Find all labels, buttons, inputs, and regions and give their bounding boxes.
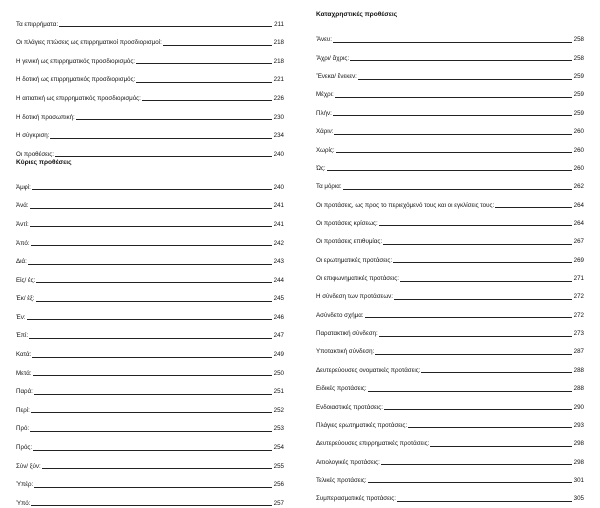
toc-leader-line [33,450,272,451]
toc-entry [16,122,284,141]
toc-entry [16,415,284,434]
section-heading-improper-prepositions: Καταχρηστικές προθέσεις [316,11,398,18]
toc-entry-label: Οι προτάσεις, ως προς το περιεχόμενό τους και οι εγκλίσεις τους: [316,201,495,209]
toc-leader-line [384,409,572,410]
toc-page-number: 253 [273,425,284,433]
toc-entry-label: Πλήν: [316,109,332,117]
toc-leader-line [42,468,272,469]
toc-leader-line [36,301,272,302]
toc-entry [16,192,284,211]
toc-page-number: 254 [273,444,284,452]
toc-entry-label: Διά: [16,258,27,266]
toc-leader-line [365,317,572,318]
toc-entry [316,430,584,448]
toc-leader-line [30,208,272,209]
toc-entry-label: Δευτερεύουσες ονοματικές προτάσεις: [316,366,421,374]
toc-entry-label: Ειδικές προτάσεις: [316,385,367,393]
toc-entry [16,66,284,85]
toc-right-column [316,11,584,503]
toc-entry [16,285,284,304]
toc-entry [16,103,284,122]
toc-leader-line [50,138,271,139]
toc-entry-label: Πρό: [16,425,30,433]
toc-entry-label: Υποτακτική σύνδεση: [316,348,375,356]
toc-leader-line [28,264,272,265]
toc-leader-line [379,336,572,337]
toc-page-number: 272 [573,311,584,319]
toc-entry [316,467,584,485]
toc-entry-label: Οι πλάγιες πτώσεις ως επιρρηματικοί προσδιορισμοί: [16,39,162,47]
toc-entry-label: Εἰς/ ἐς: [16,276,36,284]
toc-entry [16,322,284,341]
toc-page-number: 249 [273,351,284,359]
toc-entry [316,375,584,393]
toc-page-number: 259 [573,73,584,81]
toc-entry [316,412,584,430]
toc-page-number: 258 [573,36,584,44]
toc-page-number: 241 [273,202,284,210]
toc-entry-label: Αιτιολογικές προτάσεις: [316,458,380,466]
toc-page-number: 264 [573,219,584,227]
toc-leader-line [31,505,271,506]
toc-page-number: 230 [273,113,284,121]
toc-page-number: 259 [573,91,584,99]
toc-entry-label: Μετά: [16,369,32,377]
toc-page-number: 226 [273,94,284,102]
toc-entry [316,485,584,503]
toc-page-number: 242 [273,239,284,247]
toc-entry-label: Ἄνευ: [316,36,332,44]
toc-page-number: 241 [273,220,284,228]
toc-entry [316,191,584,209]
toc-page-number: 250 [273,369,284,377]
toc-entry [16,47,284,66]
toc-entry-label: Ενδοιαστικές προτάσεις: [316,403,383,411]
toc-leader-line [327,170,572,171]
toc-entry [316,393,584,411]
toc-leader-line [397,501,572,502]
toc-page-number: 247 [273,332,284,340]
toc-entry-label: Μέχρι: [316,91,334,99]
toc-leader-line [163,45,272,46]
toc-page-number: 251 [273,388,284,396]
toc-entry-label: Κατά: [16,351,32,359]
toc-entry [316,99,584,117]
toc-leader-line [400,281,572,282]
toc-entry [16,29,284,48]
toc-leader-line [375,354,571,355]
toc-leader-line [336,152,572,153]
toc-page-number: 269 [573,256,584,264]
toc-entry-label: Ἀνά: [16,202,29,210]
toc-entry-label: Ἀντί: [16,220,29,228]
toc-entry-label: Ὑπέρ: [16,481,34,489]
toc-leader-line [29,338,272,339]
toc-page-number: 246 [273,313,284,321]
toc-page-number: 252 [273,406,284,414]
toc-entry-label: Η δοτική προσωπική: [16,113,75,121]
toc-leader-line [368,391,572,392]
toc-leader-line [333,42,572,43]
toc-entry [16,266,284,285]
toc-entry [16,10,284,29]
toc-leader-line [30,431,272,432]
toc-entry-label: Παρά: [16,388,33,396]
toc-entry-label: Οι προτάσεις κρίσεως: [316,219,378,227]
toc-entry [16,471,284,490]
toc-entry-label: Ἀπό: [16,239,30,247]
toc-entry-label: Ἀμφί: [16,183,31,191]
toc-entry-label: Ἐκ/ ἐξ: [16,295,35,303]
toc-entry-label: Η αιτιατική ως επιρρηματικός προσδιορισμός: [16,94,141,102]
toc-page-number: 255 [273,462,284,470]
toc-leader-line [31,245,272,246]
toc-entry [316,63,584,81]
toc-page-number: 287 [573,348,584,356]
toc-leader-line [27,319,272,320]
toc-leader-line [379,225,572,226]
toc-entry [316,283,584,301]
toc-page-number: 273 [573,330,584,338]
toc-page-number: 290 [573,403,584,411]
toc-page-number: 243 [273,258,284,266]
toc-entry [16,229,284,248]
toc-entry [316,44,584,62]
toc-entry-label: Πλάγιες ερωτηματικές προτάσεις: [316,421,408,429]
toc-page-number: 305 [573,495,584,503]
toc-entry [316,301,584,319]
toc-page-number: 211 [274,20,284,28]
toc-leader-line [31,412,272,413]
toc-entry-label: Οι επιφωνηματικές προτάσεις: [316,275,399,283]
toc-entry [316,81,584,99]
toc-leader-line [430,446,571,447]
toc-page-number: 264 [573,201,584,209]
toc-leader-line [368,482,572,483]
toc-leader-line [333,115,572,116]
toc-page-number: 218 [273,39,284,47]
toc-leader-line [408,427,572,428]
toc-leader-line [495,207,572,208]
toc-entry-label: Ἕνεκα/ ἕνεκεν: [316,73,357,81]
toc-entry [16,303,284,322]
toc-leader-line [335,97,572,98]
toc-page-number: 218 [273,57,284,65]
toc-leader-line [59,26,272,27]
toc-entry [316,118,584,136]
toc-entry-label: Τελικές προτάσεις: [316,476,367,484]
toc-page-number: 259 [573,109,584,117]
toc-page-number: 221 [273,76,284,84]
toc-entry [16,359,284,378]
toc-page-number: 260 [573,146,584,154]
toc-leader-line [334,134,571,135]
toc-entry [16,140,284,159]
toc-entry [316,448,584,466]
toc-leader-line [350,60,572,61]
toc-entry-label: Ἐπί: [16,332,29,340]
toc-page-number: 267 [573,238,584,246]
toc-entry [16,340,284,359]
toc-leader-line [136,63,272,64]
toc-entry-label: Σύν/ ξύν: [16,462,41,470]
toc-page-number: 262 [573,183,584,191]
toc-entry-label: Ἄχρι/ ἄχρις: [316,54,350,62]
toc-entry-label: Οι ερωτηματικές προτάσεις: [316,256,393,264]
toc-entry [316,320,584,338]
toc-leader-line [34,487,271,488]
toc-page-number: 288 [573,385,584,393]
toc-entry-label: Δευτερεύουσες επιρρηματικές προτάσεις: [316,440,430,448]
toc-left-column [16,10,284,508]
toc-entry-label: Τα μόρια: [316,183,342,191]
toc-page-number: 245 [273,295,284,303]
toc-page-number: 260 [573,164,584,172]
toc-entry [316,136,584,154]
toc-page-number: 240 [273,183,284,191]
toc-entry [16,396,284,415]
toc-page-number: 257 [273,499,284,507]
toc-entry-label: Ἐν: [16,313,26,321]
toc-entry [16,248,284,267]
toc-page-number: 258 [573,54,584,62]
toc-entry-label: Οι προθέσεις: [16,150,54,158]
toc-page-number: 256 [273,481,284,489]
toc-entry [16,173,284,192]
toc-entry [16,452,284,471]
toc-entry-label: Ὑπό: [16,499,31,507]
toc-page-number: 244 [273,276,284,284]
toc-leader-line [32,189,272,190]
toc-entry-label: Πρός: [16,444,33,452]
toc-entry [316,155,584,173]
toc-leader-line [421,372,571,373]
toc-leader-line [36,282,271,283]
toc-leader-line [358,79,572,80]
toc-entry-label: Ασύνδετο σχήμα: [316,311,364,319]
toc-entry-label: Χάριν: [316,128,334,136]
toc-entry-label: Η σύνδεση των προτάσεων: [316,293,393,301]
toc-page-number: 301 [573,476,584,484]
toc-entry [16,210,284,229]
toc-leader-line [381,464,572,465]
toc-page-number: 240 [273,150,284,158]
toc-entry [316,210,584,228]
toc-leader-line [32,357,271,358]
toc-entry [316,265,584,283]
toc-leader-line [55,156,272,157]
toc-page-number: 234 [273,132,284,140]
toc-leader-line [136,82,271,83]
section-heading-main-prepositions: Κύριες προθέσεις [16,158,72,166]
toc-leader-line [343,189,572,190]
toc-entry-label: Παρατακτική σύνδεση: [316,330,378,338]
toc-entry [16,489,284,508]
toc-entry [16,84,284,103]
toc-entry [16,433,284,452]
toc-entry-label: Χωρίς: [316,146,335,154]
toc-entry [316,356,584,374]
toc-page-number: 298 [573,458,584,466]
toc-page-number: 293 [573,421,584,429]
toc-entry-label: Περί: [16,406,30,414]
toc-entry [316,338,584,356]
toc-leader-line [393,262,572,263]
toc-leader-line [383,244,572,245]
toc-leader-line [33,375,272,376]
toc-leader-line [394,299,572,300]
toc-entry [316,246,584,264]
toc-page-number: 288 [573,366,584,374]
toc-entry-label: Τα επιρρήματα: [16,20,59,28]
toc-leader-line [30,226,272,227]
toc-entry [316,26,584,44]
toc-entry-label: Οι προτάσεις επιθυμίας: [316,238,383,246]
toc-entry-label: Η δοτική ως επιρρηματικός προσδιορισμός: [16,76,136,84]
toc-page-number: 271 [573,275,584,283]
toc-entry [316,173,584,191]
toc-entry-label: Συμπερασματικές προτάσεις: [316,495,396,503]
toc-leader-line [76,119,272,120]
toc-leader-line [142,100,272,101]
toc-entry [316,228,584,246]
toc-entry-label: Ὡς: [316,164,326,172]
toc-entry-label: Η σύγκριση: [16,132,50,140]
toc-page-number: 260 [573,128,584,136]
toc-page-number: 298 [573,440,584,448]
toc-entry [16,378,284,397]
toc-leader-line [34,394,272,395]
toc-page-number: 272 [573,293,584,301]
toc-entry-label: Η γενική ως επιρρηματικός προσδιορισμός: [16,57,136,65]
